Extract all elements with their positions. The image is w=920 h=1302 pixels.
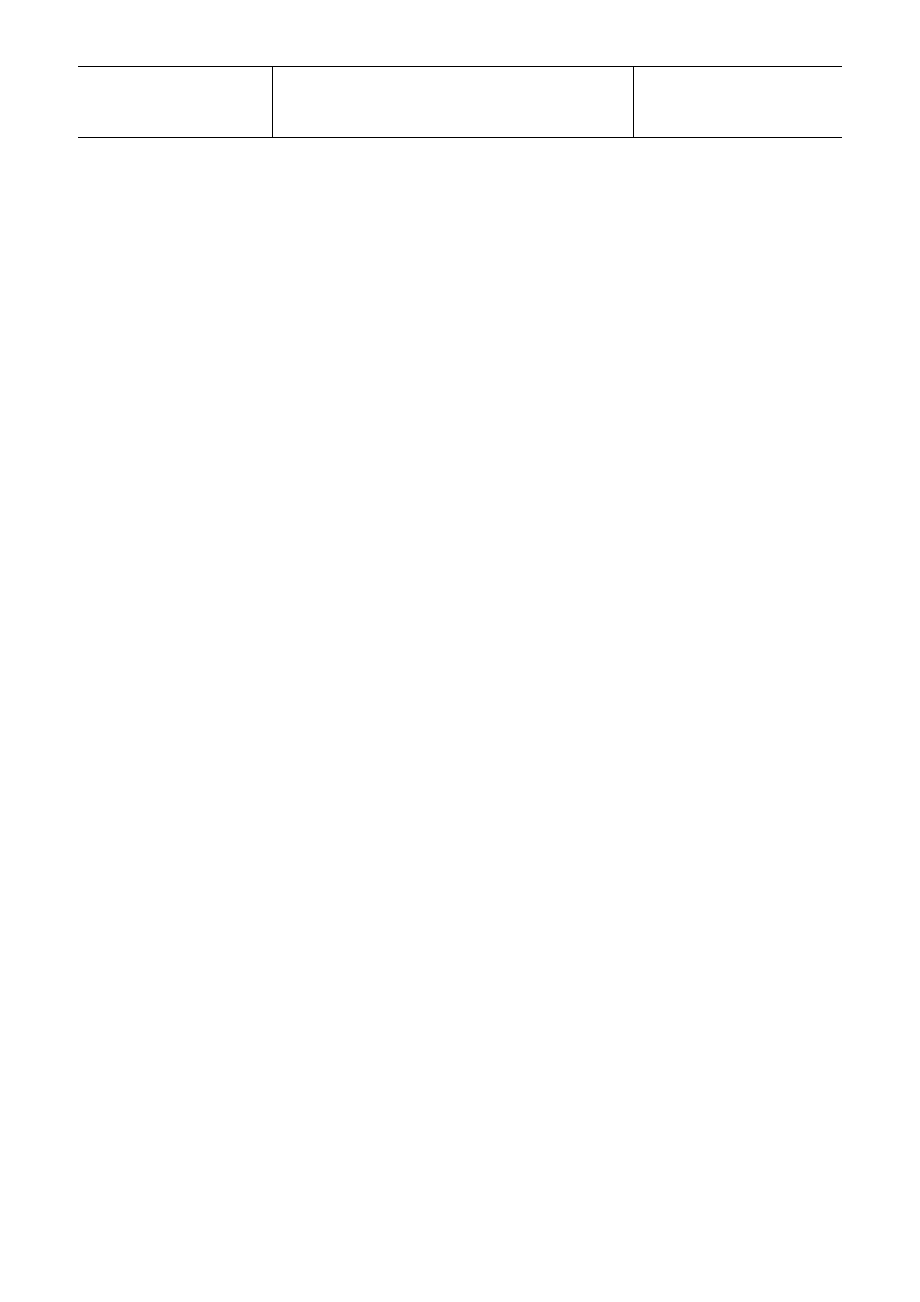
header-meta-cell <box>78 67 273 137</box>
page-header <box>78 66 842 138</box>
header-motto <box>273 67 634 137</box>
